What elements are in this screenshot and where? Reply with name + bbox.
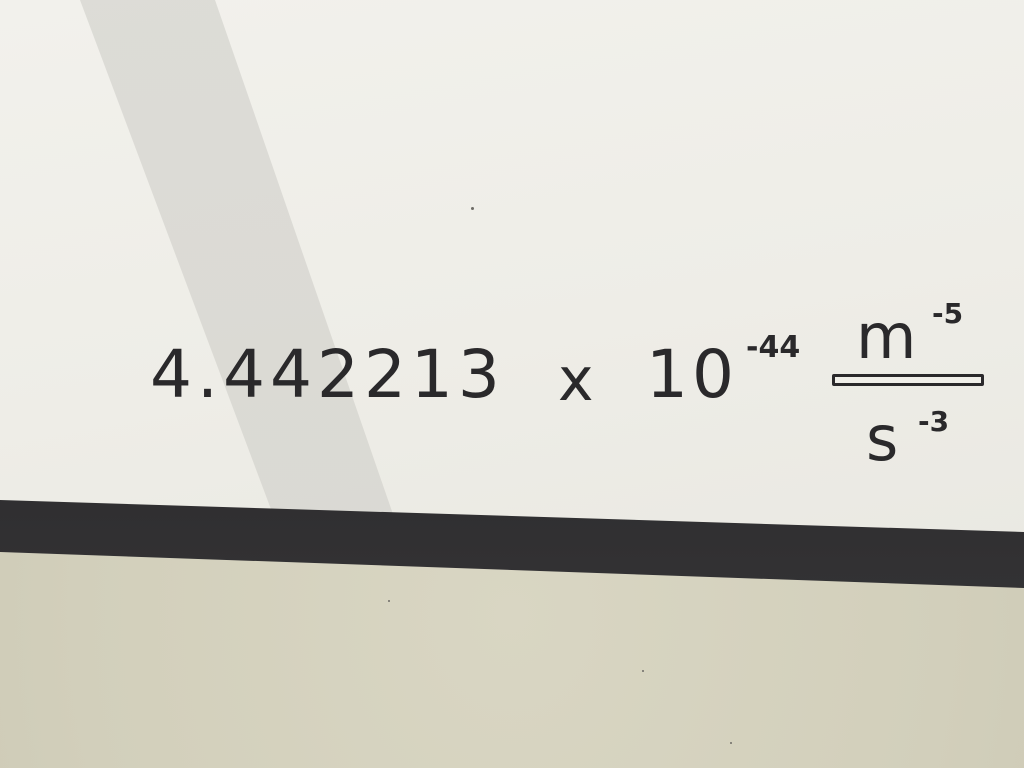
coefficient: 4.442213	[150, 336, 505, 413]
power-exponent: -44	[746, 330, 801, 365]
power-base: 10	[646, 336, 738, 413]
numerator-unit: m	[856, 300, 917, 373]
denominator-unit: s	[866, 402, 899, 475]
numerator-exponent: -5	[932, 297, 964, 330]
fraction-bar	[832, 374, 984, 386]
denominator-exponent: -3	[918, 405, 950, 438]
times-sign: x	[558, 345, 594, 415]
